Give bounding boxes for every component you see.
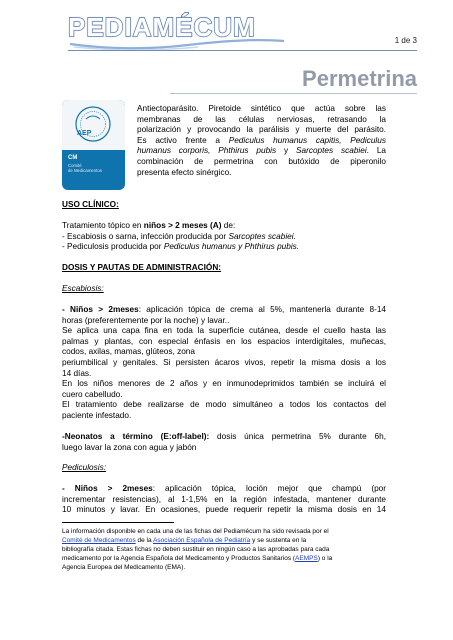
footnote-divider	[62, 522, 174, 523]
uso-clinico-text: Tratamiento tópico en niños > 2 meses (A) de: - Escabiosis o sarna, infección producida por Sarcoptes scabiei. - Pediculosis producida por Pediculus humanus y Phthirus pubis.	[62, 221, 300, 252]
comite-medicamentos-link[interactable]: Comité de Medicamentos	[62, 536, 136, 544]
page-title: Permetrina	[302, 66, 417, 91]
aemps-link[interactable]: AEMPS	[295, 554, 318, 562]
pediamecum-logo	[68, 12, 300, 42]
escabiosis-text: - Niños > 2meses: aplicación tópica de crema al 5%, mantenerla durante 8-14 horas (preferentemente por la noche) y lavar.. Se aplica una capa fina en toda la superficie cutánea, desde el cuello hasta las palmas y plantas, con especial énfasis en los espacios interdigitales, muñecas, codos, axilas, mamas, glúteos, zona periumbilical y genitales. Si persisten ácaros vivos, repetir la misma dosis a los 14 días. En los niños menores de 2 años y en inmunodeprimidos también se incluirá el cuero cabelludo. El tratamiento debe realizarse de modo simultáneo a todos los contactos del paciente infestado.	[62, 305, 386, 420]
page-number: 1 de 3	[394, 36, 417, 45]
aep-committee-badge	[62, 100, 125, 190]
badge-org: AEP	[77, 130, 92, 137]
aep-seal-icon	[74, 105, 112, 143]
pediculosis-text: - Niños > 2meses: aplicación tópica, loción mejor que champú (por incrementar resistencias), al 1-1,5% en la región infestada, mantener durante 10 minutos y lavar. En ocasiones, puede requerir repetir la misma dosis en 14	[62, 484, 386, 515]
header-divider	[68, 50, 417, 51]
badge-subtitle: Comité de Medicamentos	[68, 163, 102, 173]
uso-clinico-heading: USO CLÍNICO:	[62, 200, 119, 209]
title-divider	[170, 93, 417, 94]
aep-link[interactable]: Asociación Española de Pediatría	[153, 536, 251, 544]
dosis-heading: DOSIS Y PAUTAS DE ADMINISTRACIÓN:	[62, 263, 222, 272]
neonatos-text: -Neonatos a término (E:off-label): dosis única permetrina 5% durante 6h, luego lavar la zona con agua y jabón	[62, 432, 386, 452]
logo-text: PEDIAMÉCUM	[68, 12, 256, 42]
intro-paragraph: Antiectoparásito. Piretoide sintético que actúa sobre las membranas de las células nerviosas, retrasando la polarización y provocando la parálisis y muerte del parásito. Es activo frente a Pediculus humanus capitis, Pediculus humanus corporis, Phthirus pubis y Sarcoptes scabiei. La combinación de permetrina con butóxido de piperonilo presenta efecto sinérgico.	[137, 104, 386, 177]
escabiosis-label: Escabiosis:	[62, 284, 104, 293]
pediculosis-label: Pediculosis:	[62, 463, 107, 472]
footnote: La información disponible en cada una de las fichas del Pediamécum ha sido revisada por el Comité de Medicamentos de la Asociación Española de Pediatría y se sustenta en la bibliografía citada. Estas fichas no deben sustituir en ningún caso a las aprobadas para cada medicamento por la Agencia Española del Medicamento y Productos Sanitarios (AEMPS) o la Agencia Europea del Medicamento (EMA).	[62, 528, 333, 571]
badge-cm: CM	[68, 155, 78, 161]
